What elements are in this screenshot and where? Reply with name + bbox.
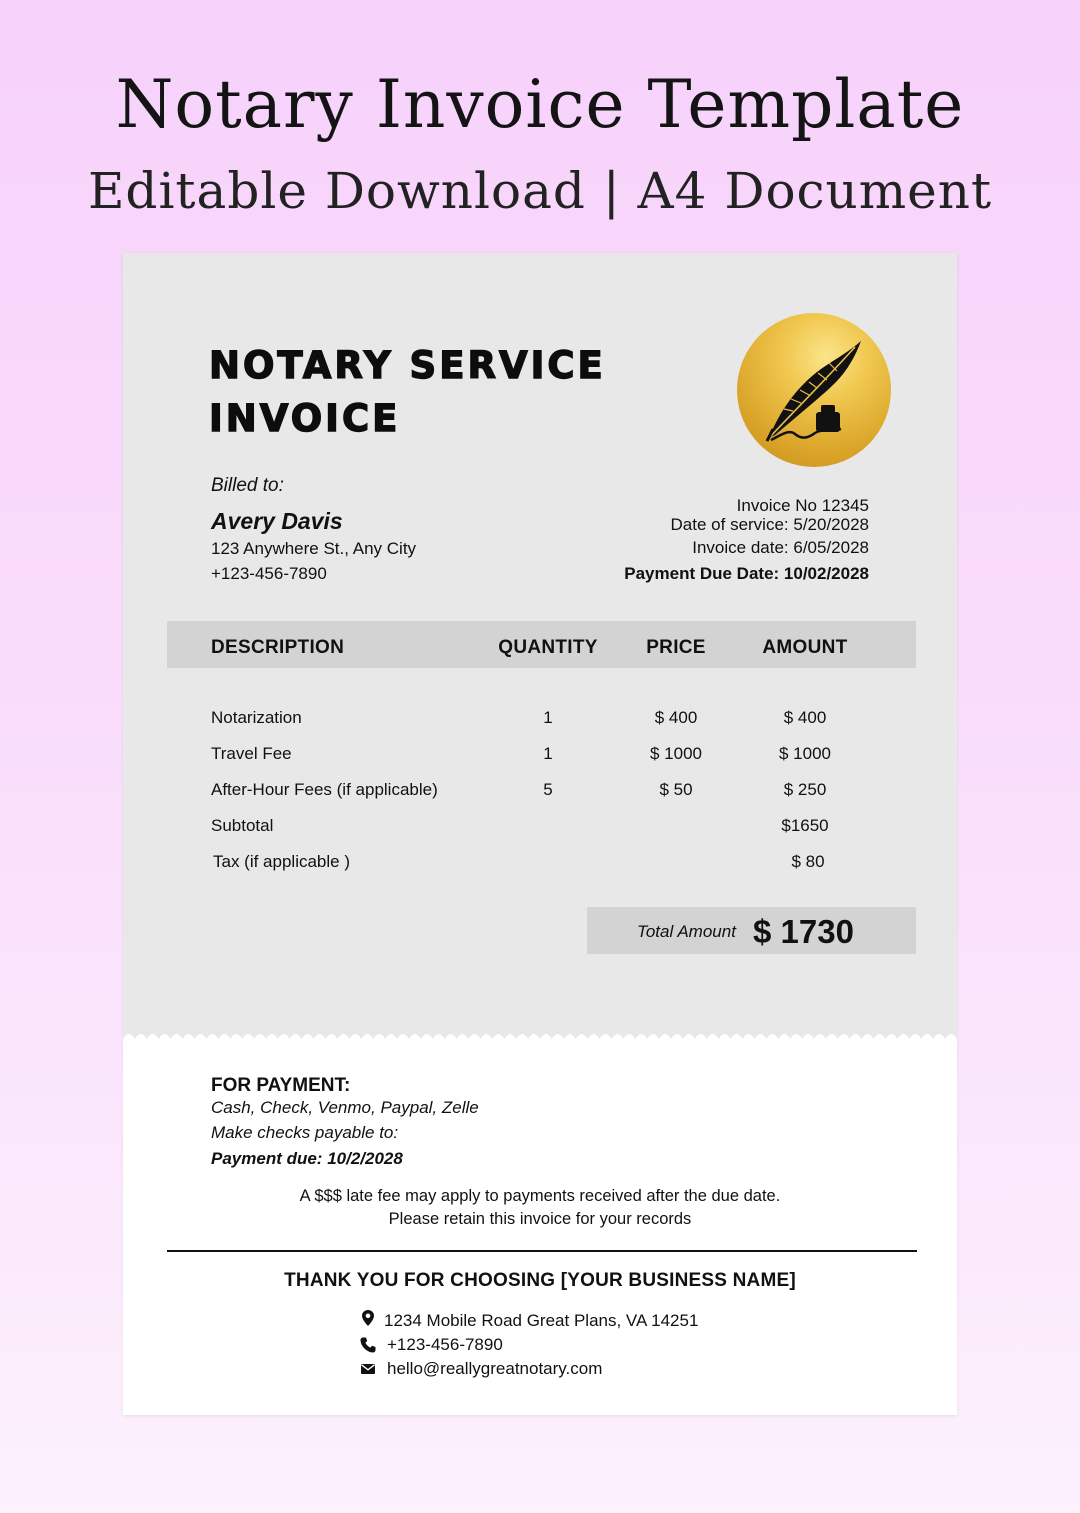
row-price: $ 1000 [650,744,702,763]
page-title: Notary Invoice Template [115,66,965,143]
row-description: Travel Fee [211,744,292,763]
subtotal-value: $1650 [781,816,829,835]
row-quantity: 1 [543,744,553,763]
client-name: Avery Davis [211,508,343,534]
address-text: 1234 Mobile Road Great Plans, VA 14251 [384,1311,699,1330]
invoice-title [209,339,606,445]
subtotal-label: Subtotal [211,816,274,835]
row-price: $ 400 [654,708,698,727]
thank-you-message: THANK YOU FOR CHOOSING [YOUR BUSINESS NAME] [284,1270,796,1291]
phone-text: +123-456-7890 [387,1335,503,1354]
column-header-description: DESCRIPTION [211,637,345,658]
invoice-number: Invoice No 12345 [736,496,869,515]
quill-and-inkwell-icon [737,313,891,467]
late-fee-note: A $$$ late fee may apply to payments received after the due date. [299,1187,781,1205]
email-text: hello@reallygreatnotary.com [387,1359,603,1378]
page-subtitle: Editable Download | A4 Document [87,162,993,220]
phone-icon [359,1336,377,1354]
client-phone: +123-456-7890 [211,564,327,583]
column-header-quantity: QUANTITY [498,637,598,658]
row-description: Notarization [211,708,302,727]
row-amount: $ 1000 [779,744,831,763]
client-address: 123 Anywhere St., Any City [211,539,417,558]
column-header-price: PRICE [646,637,706,658]
divider-line [167,1250,917,1252]
location-pin-icon [359,1309,377,1327]
total-amount-label: Total Amount [637,922,736,941]
tax-label: Tax (if applicable ) [213,852,351,871]
service-date: Date of service: 5/20/2028 [670,515,869,534]
payment-heading: FOR PAYMENT: [211,1075,351,1096]
payment-methods: Cash, Check, Venmo, Paypal, Zelle [211,1098,479,1117]
retain-note: Please retain this invoice for your records [388,1210,692,1228]
checks-payable-to: Make checks payable to: [211,1123,399,1142]
payment-due: Payment due: 10/2/2028 [211,1149,403,1168]
total-amount-value: $ 1730 [753,913,854,950]
row-quantity: 1 [543,708,553,727]
row-amount: $ 250 [783,780,827,799]
column-header-amount: AMOUNT [762,637,848,658]
wavy-divider [123,1029,957,1045]
row-description: After-Hour Fees (if applicable) [211,780,438,799]
payment-due-date: Payment Due Date: 10/02/2028 [624,564,869,583]
row-quantity: 5 [543,780,553,799]
invoice-title-line1: NOTARY SERVICE [209,344,606,387]
row-amount: $ 400 [783,708,827,727]
invoice-title-line2: INVOICE [209,397,401,440]
invoice-sheet [123,253,957,1415]
invoice-date: Invoice date: 6/05/2028 [692,538,869,557]
mail-icon [359,1360,377,1378]
tax-value: $ 80 [791,852,825,871]
row-price: $ 50 [659,780,693,799]
billed-to-label: Billed to: [211,475,284,496]
